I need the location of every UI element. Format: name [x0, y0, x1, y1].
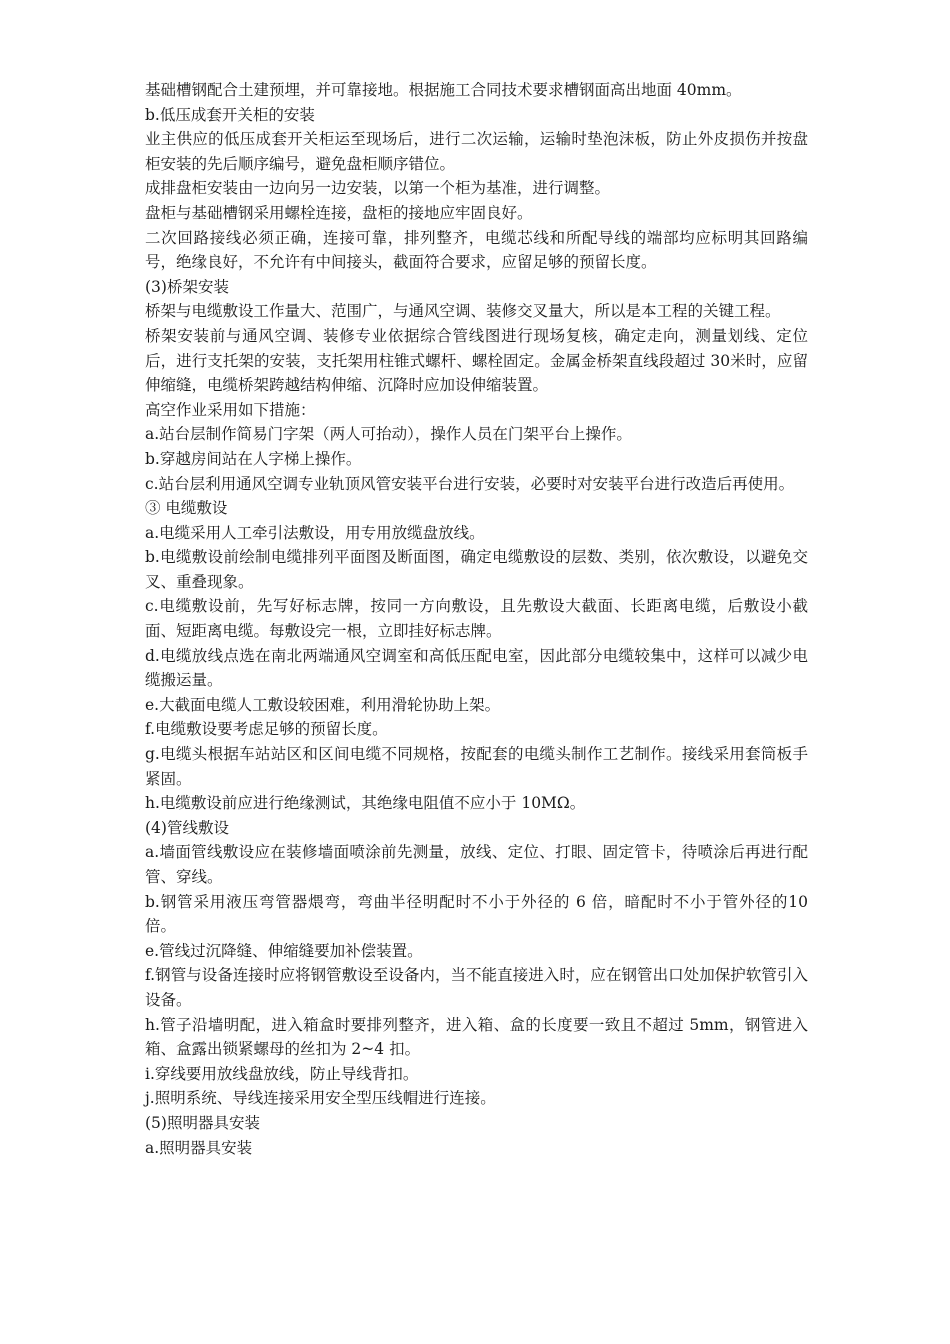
list-item-cable-d: d.电缆放线点选在南北两端通风空调室和高低压配电室，因此部分电缆较集中，这样可以减少电缆搬运量。	[145, 646, 808, 690]
list-item-cable-g: g.电缆头根据车站站区和区间电缆不同规格，按配套的电缆头制作工艺制作。接线采用套筒板手紧固。	[145, 745, 808, 788]
paragraph-secondary-wiring: 二次回路接线必须正确，连接可靠，排列整齐，电缆芯线和所配导线的端部均应标明其回路编号，绝缘良好，不允许有中间接头，截面符合要求，应留足够的预留长度。	[145, 228, 808, 272]
list-item-conduit-e: e.管线过沉降缝、伸缩缝要加补偿装置。	[145, 941, 423, 960]
heading-switchgear-install: b.低压成套开关柜的安装	[145, 105, 315, 124]
list-item-conduit-b: b.钢管采用液压弯管器煨弯，弯曲半径明配时不小于外径的 6 倍，暗配时不小于管外径的10 倍。	[145, 892, 808, 936]
paragraph-tray-install: 桥架安装前与通风空调、装修专业依据综合管线图进行现场复核，确定走向，测量划线、定位后，进行支托架的安装，支托架用柱锥式螺杆、螺栓固定。金属金桥架直线段超过 30米时，应留伸缩缝，电缆桥架跨越结构伸缩、沉降时应加设伸缩装置。	[145, 326, 808, 395]
heading-lighting: (5)照明器具安装	[145, 1113, 260, 1132]
list-item-high-work-c: c.站台层利用通风空调专业轨顶风管安装平台进行安装，必要时对安装平台进行改造后再使用。	[145, 474, 795, 493]
paragraph-switchgear-transport: 业主供应的低压成套开关柜运至现场后，进行二次运输，运输时垫泡沫板，防止外皮损伤并按盘柜安装的先后顺序编号，避免盘柜顺序错位。	[145, 130, 808, 173]
list-item-conduit-h: h.管子沿墙明配，进入箱盒时要排列整齐，进入箱、盒的长度要一致且不超过 5mm，钢管进入箱、盒露出锁紧螺母的丝扣为 2~4 扣。	[145, 1015, 808, 1059]
paragraph-high-work: 高空作业采用如下措施：	[145, 400, 316, 419]
heading-cable-tray: (3)桥架安装	[145, 277, 229, 296]
paragraph-cabinet-bolting: 盘柜与基础槽钢采用螺栓连接，盘柜的接地应牢固良好。	[145, 203, 533, 222]
list-item-cable-e: e.大截面电缆人工敷设较困难，利用滑轮协助上架。	[145, 695, 501, 714]
list-item-lighting-a: a.照明器具安装	[145, 1138, 253, 1157]
paragraph-cabinet-row: 成排盘柜安装由一边向另一边安装，以第一个柜为基准，进行调整。	[145, 179, 611, 198]
list-item-high-work-b: b.穿越房间站在人字梯上操作。	[145, 449, 362, 468]
list-item-cable-h: h.电缆敷设前应进行绝缘测试，其绝缘电阻值不应小于 10MΩ。	[145, 794, 586, 813]
document-body	[145, 78, 808, 1160]
list-item-conduit-a: a.墙面管线敷设应在装修墙面喷涂前先测量，放线、定位、打眼、固定管卡，待喷涂后再进行配管、穿线。	[145, 843, 808, 886]
list-item-cable-f: f.电缆敷设要考虑足够的预留长度。	[145, 720, 388, 739]
list-item-conduit-i: i.穿线要用放线盘放线，防止导线背扣。	[145, 1064, 419, 1083]
list-item-cable-c: c.电缆敷设前，先写好标志牌，按同一方向敷设，且先敷设大截面、长距离电缆，后敷设小截面、短距离电缆。每敷设完一根，立即挂好标志牌。	[145, 597, 808, 641]
heading-cable-laying: ③ 电缆敷设	[145, 499, 228, 518]
heading-conduit: (4)管线敷设	[145, 818, 229, 837]
list-item-high-work-a: a.站台层制作简易门字架（两人可抬动），操作人员在门架平台上操作。	[145, 425, 632, 444]
list-item-conduit-j: j.照明系统、导线连接采用安全型压线帽进行连接。	[145, 1089, 496, 1108]
paragraph-channel-steel: 基础槽钢配合土建预埋，并可靠接地。根据施工合同技术要求槽钢面高出地面 40mm。	[145, 81, 742, 99]
paragraph-tray-workload: 桥架与电缆敷设工作量大、范围广，与通风空调、装修交叉量大，所以是本工程的关键工程。	[145, 302, 781, 321]
list-item-cable-b: b.电缆敷设前绘制电缆排列平面图及断面图，确定电缆敷设的层数、类别，依次敷设，以避免交叉、重叠现象。	[145, 548, 808, 591]
list-item-conduit-f: f.钢管与设备连接时应将钢管敷设至设备内，当不能直接进入时，应在钢管出口处加保护软管引入设备。	[145, 966, 808, 1009]
list-item-cable-a: a.电缆采用人工牵引法敷设，用专用放缆盘放线。	[145, 523, 485, 542]
